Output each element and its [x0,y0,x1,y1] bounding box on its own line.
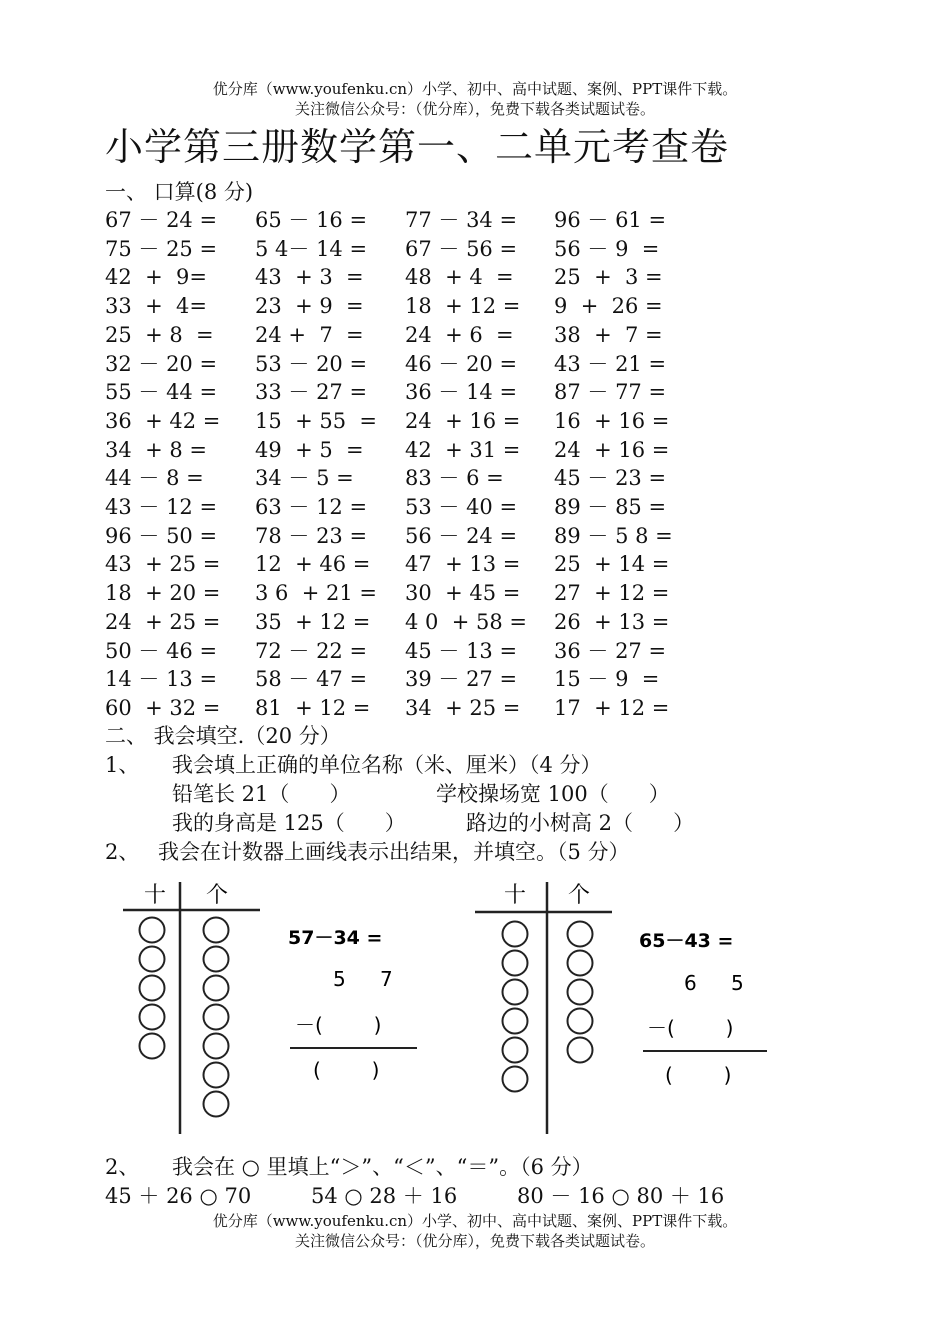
calc-problem: 48 + 4 = [405,265,514,290]
calc-row [105,350,725,378]
calc-problem: 87 － 77 = [554,380,667,405]
calc-problem: 5 4－ 14 = [255,236,368,261]
calc-problem: 36 － 14 = [405,380,518,405]
abacus-bead [568,980,593,1005]
calc-problem: 53 － 40 = [405,495,518,519]
calc-row [105,407,725,435]
calc-problem: 3 6 + 21 = [255,581,378,606]
abacus-bead [204,918,229,943]
calc-problem: 34 + 25 = [405,695,521,720]
ones-label: 个 [567,883,591,908]
abacus-bead [568,922,593,947]
calc-row [105,436,725,464]
calc-problem: 9 + 26 = [554,294,663,319]
abacus-equation: 57－34 = [288,927,383,949]
ones-label: 个 [205,883,229,908]
calc-row [105,292,725,320]
calc-row [105,235,725,263]
section-1-heading: 一、 口算(8 分) [105,180,254,204]
calc-problem: 50 － 46 = [105,638,218,663]
calc-problem: 67 － 24 = [105,208,218,232]
abacus-bead [140,918,165,943]
calc-problem: 14 － 13 = [105,667,218,692]
abacus-bead [140,1005,165,1030]
page-title: 小学第三册数学第一、二单元考查卷 [105,125,730,169]
abacus-result-row: ( ) [665,1063,732,1087]
calc-problem: 24 + 16 = [554,437,670,462]
abacus-bead [204,1063,229,1088]
calc-problem: 18 + 20 = [105,581,221,606]
calc-row [105,493,725,521]
q2-text: 我会在计数器上画线表示出结果，并填空。（5 分） [158,840,630,864]
calc-problem: 45 － 13 = [405,638,518,663]
abacus-bead [503,1038,528,1063]
calc-problem: 81 + 12 = [255,695,371,720]
q3-label: 2、 [105,1155,140,1179]
footer-line-2: 关注微信公众号：（优分库），免费下载各类试题试卷。 [294,1232,655,1250]
calc-row [105,206,725,234]
abacus-bead [204,1034,229,1059]
calc-problem: 46 － 20 = [405,351,518,376]
abacus-bead [568,1038,593,1063]
calc-problem: 63 － 12 = [255,495,368,519]
q1-item-2: 学校操场宽 100（ ） [436,782,670,806]
calc-row [105,263,725,291]
calc-problem: 45 － 23 = [554,466,667,491]
calc-problem: 35 + 12 = [255,609,371,634]
calc-problem: 25 + 8 = [105,322,214,347]
calc-row [105,522,725,550]
calc-problem: 78 － 23 = [255,523,368,548]
comparison-item-1: 45 ＋ 26 ○ 70 [105,1184,252,1208]
calc-problem: 65 － 16 = [255,208,368,232]
header-line-1: 优分库（www.youfenku.cn）小学、初中、高中试题、案例、PPT课件下载。 [212,80,738,98]
calc-problem: 25 + 14 = [554,552,670,577]
calc-problem: 12 + 46 = [255,552,371,577]
abacus-bead [503,1009,528,1034]
calc-problem: 47 + 13 = [405,552,521,577]
calc-problem: 32 － 20 = [105,351,218,376]
calc-problem: 75 － 25 = [105,236,218,261]
calc-problem: 96 － 50 = [105,523,218,548]
calc-problem: 53 － 20 = [255,351,368,376]
calc-problem: 27 + 12 = [554,581,670,606]
calc-row [105,579,725,607]
abacus-digit-tens: 5 [333,967,346,991]
calc-row [105,694,725,722]
calc-problem: 56 － 24 = [405,523,518,548]
comparison-item-2: 54 ○ 28 ＋ 16 [311,1184,458,1208]
calc-row [105,550,725,578]
calc-problem: 58 － 47 = [255,667,368,692]
comparison-item-3: 80 － 16 ○ 80 ＋ 16 [517,1184,725,1208]
calc-problem: 43 + 25 = [105,552,221,577]
calc-problem: 24 + 25 = [105,609,221,634]
calc-problem: 36 + 42 = [105,408,221,433]
abacus-bead [503,951,528,976]
abacus-figure-2 [467,872,787,1142]
calc-problem: 49 + 5 = [255,437,364,462]
calc-problem: 67 － 56 = [405,236,518,261]
calc-problem: 18 + 12 = [405,294,521,319]
calc-row [105,665,725,693]
footer-line-1: 优分库（www.youfenku.cn）小学、初中、高中试题、案例、PPT课件下载。 [212,1212,738,1230]
abacus-bead [140,947,165,972]
calc-problem: 33 + 4= [105,294,207,319]
abacus-bead [503,980,528,1005]
q1-item-1: 铅笔长 21（ ） [172,782,351,806]
abacus-bead [204,947,229,972]
abacus-bead [503,922,528,947]
calc-problem: 56 － 9 = [554,236,660,261]
tens-label: 十 [503,883,527,908]
abacus-result-row: ( ) [313,1058,380,1082]
calc-row [105,464,725,492]
abacus-bead [503,1067,528,1092]
calc-problem: 34 － 5 = [255,466,354,491]
calc-problem: 24 + 7 = [255,322,364,347]
abacus-minus-row: －( ) [647,1016,734,1040]
section-2-heading: 二、 我会填空.（20 分） [105,724,341,748]
abacus-digit-ones: 5 [731,971,744,995]
calc-problem: 15 － 9 = [554,667,660,692]
abacus-bead [140,976,165,1001]
calc-problem: 30 + 45 = [405,581,521,606]
calc-row [105,378,725,406]
calc-row [105,608,725,636]
header-line-2: 关注微信公众号：（优分库），免费下载各类试题试卷。 [294,100,655,118]
q1-label: 1、 [105,753,140,777]
calc-problem: 33 － 27 = [255,380,368,405]
calc-problem: 36 － 27 = [554,638,667,663]
calc-problem: 34 + 8 = [105,437,207,462]
calc-problem: 26 + 13 = [554,609,670,634]
calc-problem: 43 + 3 = [255,265,364,290]
calc-problem: 96 － 61 = [554,208,667,232]
calc-problem: 77 － 34 = [405,208,518,232]
abacus-bead [204,976,229,1001]
calc-problem: 89 － 85 = [554,495,667,519]
calc-problem: 17 + 12 = [554,695,670,720]
calc-problem: 43 － 12 = [105,495,218,519]
tens-label: 十 [143,883,167,908]
calc-problem: 42 + 9= [105,265,207,290]
abacus-bead [204,1005,229,1030]
q1-item-3: 我的身高是 125（ ） [172,811,406,835]
calc-row [105,321,725,349]
calc-problem: 16 + 16 = [554,408,670,433]
calc-problem: 42 + 31 = [405,437,521,462]
q2-label: 2、 [105,840,140,864]
abacus-bead [140,1034,165,1059]
calc-problem: 43 － 21 = [554,351,667,376]
calc-problem: 89 － 5 8 = [554,523,673,548]
calc-problem: 55 － 44 = [105,380,218,405]
abacus-digit-tens: 6 [684,971,697,995]
q1-text: 我会填上正确的单位名称（米、厘米）（4 分） [172,753,602,777]
calc-problem: 60 + 32 = [105,695,221,720]
abacus-bead [204,1092,229,1117]
calc-problem: 38 + 7 = [554,322,663,347]
calc-problem: 24 + 16 = [405,408,521,433]
abacus-figure-1 [115,872,435,1142]
comparison-row [105,1182,805,1210]
calc-problem: 23 + 9 = [255,294,364,319]
abacus-bead [568,1009,593,1034]
calc-problem: 39 － 27 = [405,667,518,692]
calc-problem: 15 + 55 = [255,408,378,433]
calc-problem: 72 － 22 = [255,638,368,663]
abacus-minus-row: －( ) [295,1013,382,1037]
abacus-digit-ones: 7 [380,967,393,991]
calc-problem: 44 － 8 = [105,466,204,491]
abacus-bead [568,951,593,976]
q3-text: 我会在 ○ 里填上“＞”、“＜”、“＝”。（6 分） [172,1155,593,1179]
calc-problem: 4 0 + 58 = [405,609,528,634]
calc-problem: 83 － 6 = [405,466,504,491]
calc-problem: 24 + 6 = [405,322,514,347]
calc-problem: 25 + 3 = [554,265,663,290]
abacus-equation: 65－43 = [639,930,734,952]
calc-row [105,637,725,665]
q1-item-4: 路边的小树高 2（ ） [466,811,695,835]
